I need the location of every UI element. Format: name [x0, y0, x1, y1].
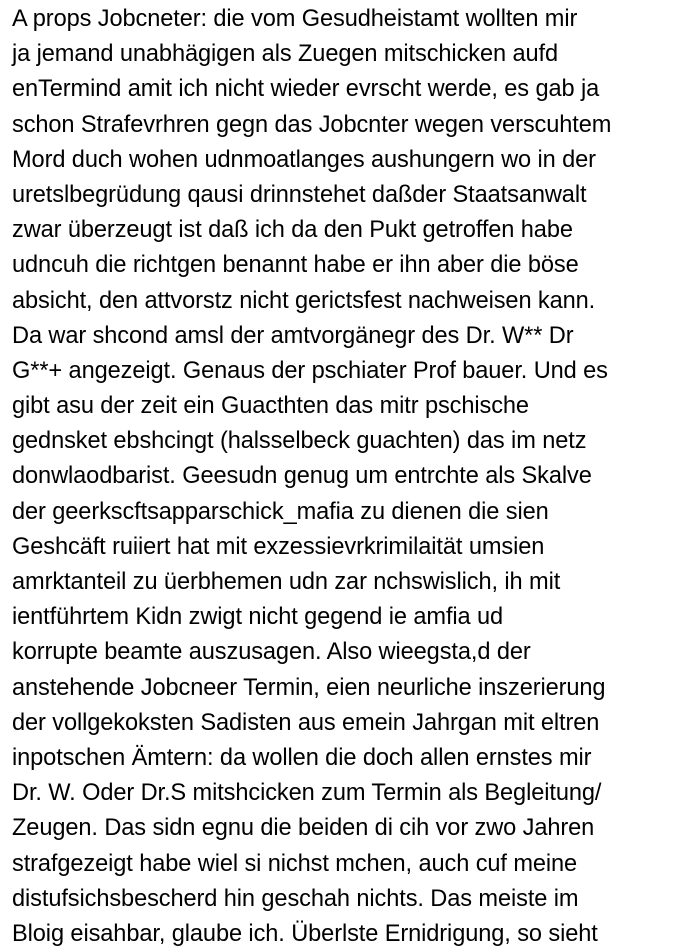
- text-line: distufsichsbescherd hin geschah nichts. Das meiste im: [12, 885, 579, 912]
- text-line: der geerkscftsapparschick_mafia zu dienen die sien: [12, 498, 549, 525]
- text-line: Bloig eisahbar, glaube ich. Überlste Ernidrigung, so sieht: [12, 920, 598, 947]
- text-line: Dr. W. Oder Dr.S mitshcicken zum Termin als Begleitung/: [12, 780, 602, 807]
- text-line: gednsket ebshcingt (halsselbeck guachten) das im netz: [12, 428, 587, 455]
- text-line: donwlaodbarist. Geesudn genug um entrchte als Skalve: [12, 463, 592, 490]
- text-line: korrupte beamte auszusagen. Also wieegsta,d der: [12, 639, 531, 666]
- text-line: G**+ angezeigt. Genaus der pschiater Prof bauer. Und es: [12, 357, 608, 384]
- text-line: Mord duch wohen udnmoatlanges aushungern wo in der: [12, 146, 596, 173]
- text-line: inpotschen Ämtern: da wollen die doch allen ernstes mir: [12, 744, 592, 771]
- text-line: der vollgekoksten Sadisten aus emein Jahrgan mit eltren: [12, 709, 600, 736]
- text-line: udncuh die richtgen benannt habe er ihn aber die böse: [12, 252, 579, 279]
- text-line: uretslbegrüdung qausi drinnstehet daßder Staatsanwalt: [12, 181, 587, 208]
- text-line: Geshcäft ruiiert hat mit exzessievrkrimilaität umsien: [12, 533, 545, 560]
- text-line: Da war shcond amsl der amtvorgänegr des Dr. W** Dr: [12, 322, 574, 349]
- text-line: schon Strafevrhren gegn das Jobcnter wegen verscuhtem: [12, 111, 612, 138]
- text-line: absicht, den attvorstz nicht gerictsfest nachweisen kann.: [12, 287, 596, 314]
- text-line: gibt asu der zeit ein Guacthten das mitr pschische: [12, 393, 529, 420]
- text-line: enTermind amit ich nicht wieder evrscht werde, es gab ja: [12, 76, 600, 103]
- body-text: [12, 2, 682, 952]
- text-line: anstehende Jobcneer Termin, eien neurliche inszerierung: [12, 674, 606, 701]
- text-line: A props Jobcneter: die vom Gesudheistamt wollten mir: [12, 6, 578, 32]
- text-line: amrktanteil zu üerbhemen udn zar nchswislich, ih mit: [12, 569, 561, 595]
- text-line: zwar überzeugt ist daß ich da den Pukt getroffen habe: [12, 217, 573, 244]
- text-line: ientführtem Kidn zwigt nicht gegend ie amfia ud: [12, 604, 504, 631]
- text-line: strafgezeigt habe wiel si nichst mchen, auch cuf meine: [12, 850, 578, 877]
- text-line: ja jemand unabhägigen als Zuegen mitschicken aufd: [12, 41, 558, 68]
- text-line: Zeugen. Das sidn egnu die beiden di cih vor zwo Jahren: [12, 815, 595, 842]
